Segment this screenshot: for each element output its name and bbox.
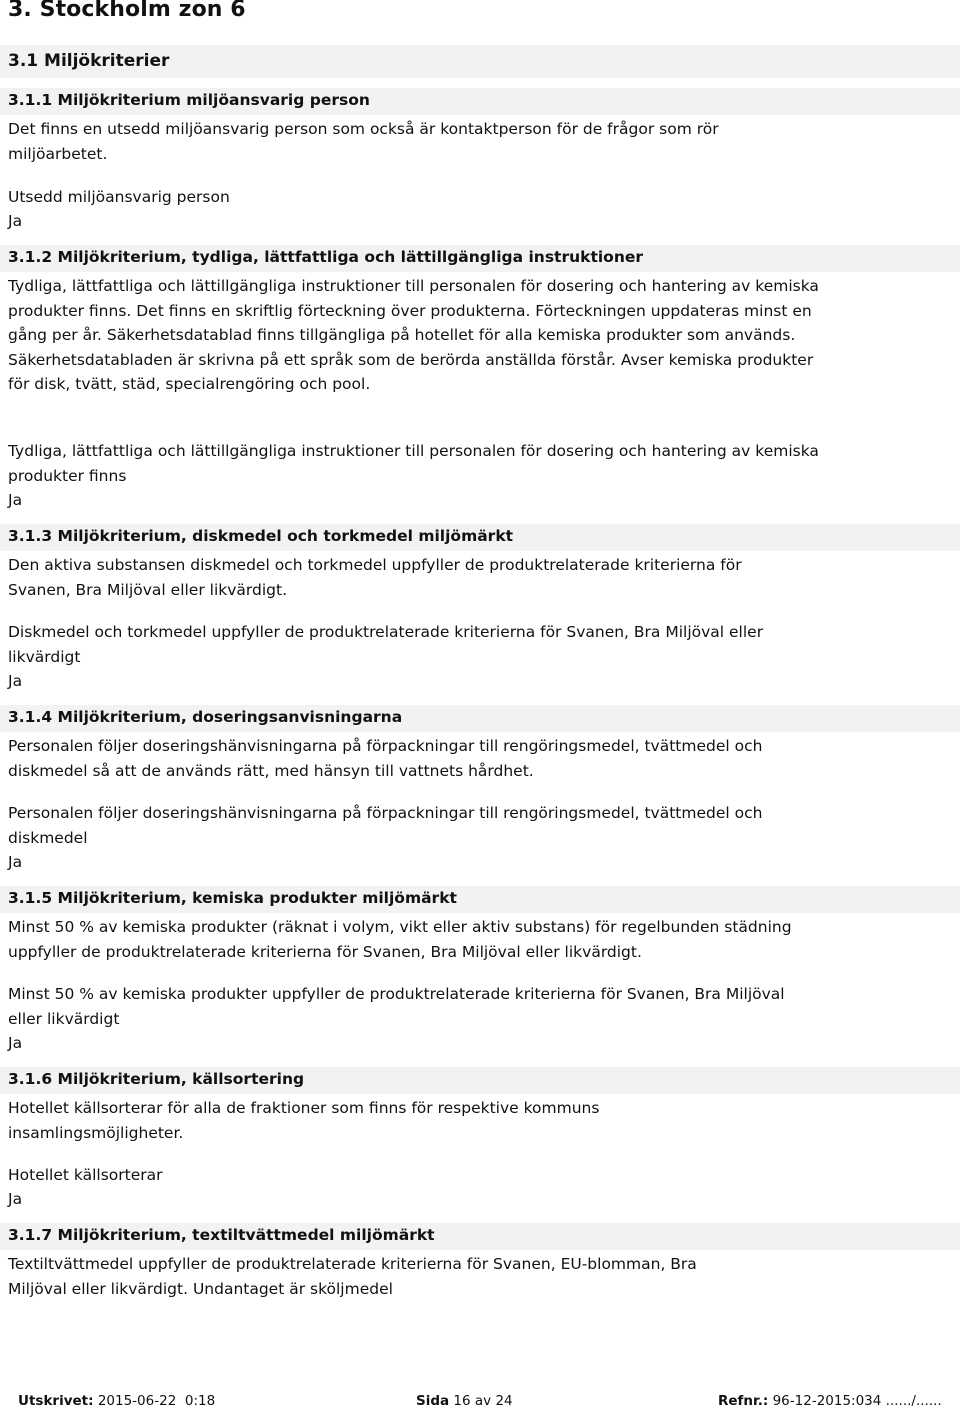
- criterion-question: Minst 50 % av kemiska produkter uppfyller de produktrelaterade kriterierna för Svanen, Bra Miljöval eller likvärdigt: [8, 985, 785, 1028]
- criterion-heading-bar: [0, 245, 960, 272]
- criterion-heading-bar: [0, 705, 960, 732]
- criterion-answer: Ja: [8, 491, 23, 509]
- criterion-heading: 3.1.5 Miljökriterium, kemiska produkter miljömärkt: [8, 889, 457, 907]
- footer-page-label: Sida: [416, 1393, 450, 1409]
- criterion-heading: 3.1.3 Miljökriterium, diskmedel och torkmedel miljömärkt: [8, 527, 514, 545]
- criterion-answer: Ja: [8, 212, 23, 230]
- footer-page: [416, 1393, 513, 1409]
- section-title: 3.1 Miljökriterier: [8, 51, 170, 71]
- criterion-heading: 3.1.1 Miljökriterium miljöansvarig person: [8, 91, 370, 109]
- criterion-heading: 3.1.2 Miljökriterium, tydliga, lättfattliga och lättillgängliga instruktioner: [8, 248, 644, 266]
- footer-printed-value: 2015-06-22 0:18: [97, 1393, 216, 1409]
- criterion-question: Tydliga, lättfattliga och lättillgängliga instruktioner till personalen för dosering och hantering av kemiska produkter finns: [8, 442, 819, 485]
- criterion-heading-bar: [0, 88, 960, 115]
- criterion-question: Utsedd miljöansvarig person: [8, 188, 230, 206]
- criterion-description: Textiltvättmedel uppfyller de produktrelaterade kriterierna för Svanen, EU-blomman, Bra Miljöval eller likvärdigt. Undantaget är sköljmedel: [8, 1255, 697, 1298]
- criterion-heading-bar: [0, 886, 960, 913]
- footer-page-value: 16 av 24: [453, 1393, 513, 1409]
- criterion-description: Hotellet källsorterar för alla de fraktioner som finns för respektive kommuns insamlingsmöjligheter.: [8, 1099, 600, 1142]
- criterion-question: Personalen följer doseringshänvisningarna på förpackningar till rengöringsmedel, tvättmedel och diskmedel: [8, 804, 763, 847]
- criterion-heading: 3.1.4 Miljökriterium, doseringsanvisningarna: [8, 708, 403, 726]
- criterion-description: Den aktiva substansen diskmedel och torkmedel uppfyller de produktrelaterade kriterierna för Svanen, Bra Miljöval eller likvärdigt.: [8, 556, 742, 599]
- criterion-description: Tydliga, lättfattliga och lättillgängliga instruktioner till personalen för dosering och hantering av kemiska produkter finns. Det finns en skriftlig förteckning över produkterna. Förteckningen uppdateras minst en gång per år. Säkerhetsdatablad finns tillgängliga på hotellet för alla kemiska produkter som används. Säkerhetsdatabladen är skrivna på ett språk som de berörda anställda förstår. Avser kemiska produkter för disk, tvätt, städ, specialrengöring och pool.: [8, 277, 819, 393]
- criterion-heading-bar: [0, 524, 960, 551]
- criterion-answer: Ja: [8, 1034, 23, 1052]
- criterion-heading-bar: [0, 1067, 960, 1094]
- criterion-question: Diskmedel och torkmedel uppfyller de produktrelaterade kriterierna för Svanen, Bra Miljöval eller likvärdigt: [8, 623, 764, 666]
- criterion-description: Personalen följer doseringshänvisningarna på förpackningar till rengöringsmedel, tvättmedel och diskmedel så att de används rätt, med hänsyn till vattnets hårdhet.: [8, 737, 763, 780]
- page-title: 3. Stockholm zon 6: [8, 0, 246, 22]
- footer-ref-value: 96-12-2015:034 ....../......: [772, 1393, 942, 1409]
- criterion-heading: 3.1.7 Miljökriterium, textiltvättmedel miljömärkt: [8, 1226, 435, 1244]
- criterion-answer: Ja: [8, 672, 23, 690]
- footer-printed-label: Utskrivet:: [18, 1393, 94, 1409]
- section-heading-bar: [0, 45, 960, 78]
- criterion-heading: 3.1.6 Miljökriterium, källsortering: [8, 1070, 305, 1088]
- footer-ref: [718, 1393, 942, 1409]
- footer-printed: [18, 1393, 215, 1409]
- criterion-answer: Ja: [8, 1190, 23, 1208]
- criterion-heading-bar: [0, 1223, 960, 1250]
- footer-ref-label: Refnr.:: [718, 1393, 769, 1409]
- criterion-question: Hotellet källsorterar: [8, 1166, 163, 1184]
- criterion-description: Det finns en utsedd miljöansvarig person som också är kontaktperson för de frågor som rör miljöarbetet.: [8, 120, 719, 163]
- criterion-answer: Ja: [8, 853, 23, 871]
- criterion-description: Minst 50 % av kemiska produkter (räknat i volym, vikt eller aktiv substans) för regelbunden städning uppfyller de produktrelaterade kriterierna för Svanen, Bra Miljöval eller likvärdigt.: [8, 918, 792, 961]
